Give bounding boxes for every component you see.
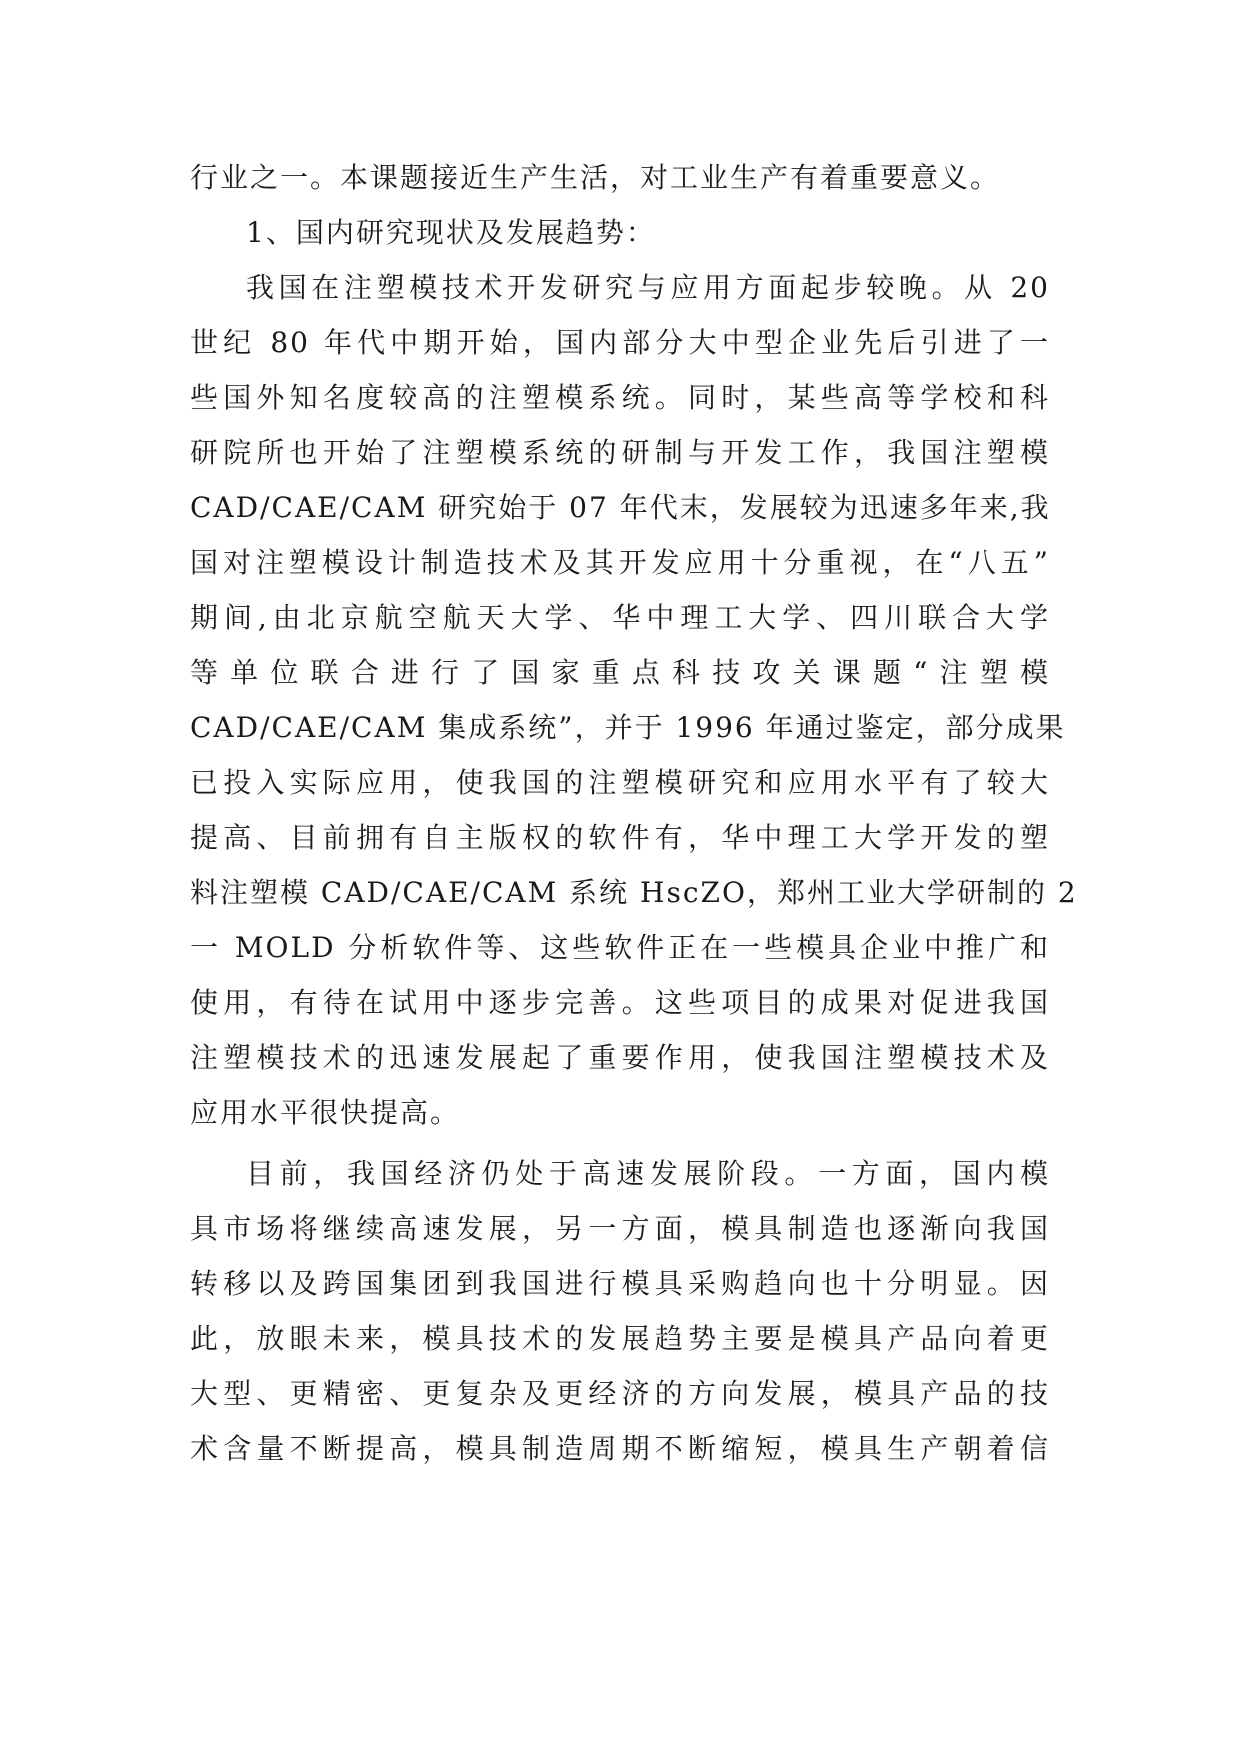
text-line: 世纪 80 年代中期开始，国内部分大中型企业先后引进了一 (190, 326, 1050, 359)
paragraph-domestic-research (190, 260, 1078, 1140)
text-line: 应用水平很快提高。 (190, 1096, 461, 1129)
text-line: 等单位联合进行了国家重点科技攻关课题“注塑模 (190, 656, 1050, 689)
text-line: 1、国内研究现状及发展趋势： (246, 216, 656, 249)
text-line: 料注塑模 CAD/CAE/CAM 系统 HscZO，郑州工业大学研制的 2 (190, 876, 1078, 909)
text-line: 此，放眼未来，模具技术的发展趋势主要是模具产品向着更 (190, 1322, 1050, 1355)
section-heading (190, 205, 1050, 260)
text-line: 大型、更精密、更复杂及更经济的方向发展，模具产品的技 (190, 1377, 1050, 1410)
text-line: 研院所也开始了注塑模系统的研制与开发工作，我国注塑模 (190, 436, 1050, 469)
text-line: 已投入实际应用，使我国的注塑模研究和应用水平有了较大 (190, 766, 1050, 799)
text-line: 使用，有待在试用中逐步完善。这些项目的成果对促进我国 (190, 986, 1050, 1019)
text-line: 术含量不断提高，模具制造周期不断缩短，模具生产朝着信 (190, 1432, 1050, 1465)
text-line: 具市场将继续高速发展，另一方面，模具制造也逐渐向我国 (190, 1212, 1050, 1245)
text-line: 国对注塑模设计制造技术及其开发应用十分重视，在“八五” (190, 546, 1050, 579)
body-text (190, 150, 1078, 1476)
text-line: CAD/CAE/CAM 集成系统”，并于 1996 年通过鉴定，部分成果 (190, 711, 1066, 744)
text-line: 目前，我国经济仍处于高速发展阶段。一方面，国内模 (246, 1157, 1050, 1190)
text-line: CAD/CAE/CAM 研究始于 07 年代末，发展较为迅速多年来,我 (190, 491, 1051, 524)
paragraph-development-trend (190, 1146, 1050, 1476)
text-line: 注塑模技术的迅速发展起了重要作用，使我国注塑模技术及 (190, 1041, 1050, 1074)
text-line: 一 MOLD 分析软件等、这些软件正在一些模具企业中推广和 (190, 931, 1050, 964)
text-line: 提高、目前拥有自主版权的软件有，华中理工大学开发的塑 (190, 821, 1050, 854)
text-line: 转移以及跨国集团到我国进行模具采购趋向也十分明显。因 (190, 1267, 1050, 1300)
text-line: 我国在注塑模技术开发研究与应用方面起步较晚。从 20 (246, 271, 1050, 304)
paragraph-continuation (190, 150, 1050, 205)
text-line: 期间,由北京航空航天大学、华中理工大学、四川联合大学 (190, 601, 1050, 634)
text-line: 行业之一。本课题接近生产生活，对工业生产有着重要意义。 (190, 161, 1001, 194)
text-line: 些国外知名度较高的注塑模系统。同时，某些高等学校和科 (190, 381, 1050, 414)
